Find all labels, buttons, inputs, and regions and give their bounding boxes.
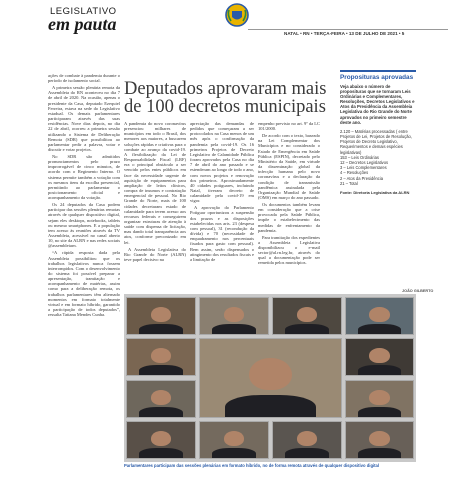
- video-tile: [199, 421, 269, 459]
- video-tile: [345, 380, 414, 418]
- list-item: 12 – Decretos Legislativos: [340, 159, 389, 165]
- video-tile-main: [199, 338, 342, 418]
- video-tile: [126, 297, 196, 335]
- video-tile: [126, 421, 196, 459]
- paragraph: A aprovação do Parlamento Potiguar oportunizou a suspensão dos prazos e as disposições estabelecidas nos arts. 23 (despesa com pessoal), 31 (recondução da dívida) e 70 (necessidade de enquadramento nos percentuais fixados para gasto com pessoal). Bem assim, serão dispensados o atingimento dos resultados fiscais e a limitação de: [190, 205, 254, 262]
- sidebar-title: Proposituras aprovadas: [340, 74, 414, 81]
- paragraph: Para tramitação dos expedientes a Assembleia Legislativa disponibilizou o e-mail sector@al.rn.leg.br, através do qual a documentação pode ser remetida pelos municípios.: [258, 234, 320, 266]
- page-header: [0, 0, 452, 40]
- list-item: 2.120 – Matérias processadas ( entre Projetos de Lei, Projetos de Resolução, Projetos de Decreto Legislativo, Requerimentos e demais espécies legislativas): [340, 128, 412, 155]
- paragraph: A Assembleia Legislativa do Rio Grande do Norte (ALRN) teve papel decisivo na: [124, 246, 186, 262]
- section-label-script: em pauta: [48, 14, 117, 34]
- video-tile: [199, 297, 269, 335]
- paragraph: ações de combate à pandemia durante o período de isolamento social.: [48, 73, 120, 84]
- list-item: 2 – Atos da Presidência: [340, 175, 384, 181]
- photo-caption: Parlamentares participam das sessões plenárias em formato híbrido, no de forma remota através de qualquer dispositivo digital: [124, 463, 380, 468]
- header-rule: [248, 29, 448, 30]
- paragraph: Os documentos também levam em consideração que a crise provocada pela Saúde Pública, impõe o estabelecimento das medidas de enfrentamento da pandemia.: [258, 201, 320, 233]
- session-photo: [124, 294, 416, 462]
- list-item: 4 – Resoluções: [340, 170, 369, 176]
- paragraph: A pandemia do novo coronavírus presenciou milhares de municípios em todo o Brasil, dos menores aos maiores, a buscarem soluções rápidas e criativas para o combate ao avanço da covid-19. A flexibilização da Lei de Responsabilidade Fiscal (LRF) era o principal obstáculo a ser vencido pelos entes públicos em face da necessidade urgente de aquisição de equipamentos para ampliação de leitos clínicos, compra de insumos e contratação emergencial de pessoal. No Rio Grande do Norte, mais de 100 cidades decretaram estado de calamidade para terem acesso aos recursos federais e conseguirem organizar estruturas de atenção à saúde com dispensa de licitação, mas dando total transparência aos atos, conforme preconizado em lei.: [124, 121, 186, 245]
- dateline: NATAL • RN • TERÇA-FEIRA • 13 DE JULHO DE 2021 • 5: [284, 31, 405, 36]
- video-tile: [272, 297, 342, 335]
- column-left: [48, 73, 120, 319]
- section-label: LEGISLATIVO: [50, 6, 117, 17]
- paragraph: “A rápida resposta dada pela Assembleia possibilitou que os trabalhos legislativos nunca fossem interrompidos. Com o desenvolvimento do sistema foi possível preparar a apresentação, tramitação e acompanhamento de matérias, assim como para a deliberação remota, os trabalhos parlamentares têm alternado momentos em formato totalmente virtual e em formato híbrido, garantido a participação de todos deputados”, ressalta Tatiana Mendes Cunha.: [48, 250, 120, 318]
- list-item: 153 – Leis Ordinárias: [340, 154, 379, 160]
- article-column-2: [190, 121, 254, 264]
- sidebar-source: Fonte: Diretoria Legislativa da ALRN: [340, 189, 410, 195]
- paragraph: empenho previsto no art. 9º da LC 101/2000.: [258, 121, 320, 132]
- paragraph: De acordo com o texto, baseado na Lei Complementar dos Municípios e no considerado o Estado de Emergência em Saúde Pública (ESPIN), decretado pelo Ministério da Saúde, em virtude da disseminação global da infecção humana pelo novo coronavírus e a declaração da condição de transmissão pandêmica assinalada pela Organização Mundial de Saúde (OMS) em março do ano passado.: [258, 133, 320, 200]
- article-column-1: [124, 121, 186, 264]
- list-item: 3 – Leis Complementares: [340, 165, 387, 171]
- video-tile: [272, 421, 342, 459]
- list-item: 21 – Total: [340, 180, 358, 186]
- video-tile: [126, 380, 196, 418]
- paragraph: A primeira sessão plenária remota da Assembleia do RN aconteceu no dia 7 de abril de 2020. Na ocasião, apenas o presidente da Casa, deputado Ezequiel Ferreira, estava na sede do Legislativo estadual. Os demais parlamentares participaram através das suas residências. Nove dias depois, no dia 22 de abril, ocorreu a primeira sessão utilizando o Sistema de Deliberação Remota (SDR) que possibilitou ao parlamentar pedir a palavra, votar e discutir e votar projetos.: [48, 85, 120, 152]
- video-tile: [345, 421, 414, 459]
- video-tile: [345, 297, 414, 335]
- sidebar-intro: Veja abaixo o número de proposituras que se tornaram Leis Ordinárias e Complementares, Resoluções, Decretos Legislativos e Atos da Presidência da Assembleia Legislativa do Rio Grande do Norte aprovados no primeiro semestre deste ano.: [340, 84, 415, 125]
- sidebar-rule: [340, 70, 416, 72]
- paragraph: apreciação das demandas de pedidos que começaram a ser protocolados na Casa menos de um mês após o confirmação da pandemia pela covid-19. Os 16 primeiros Projetos de Decreto Legislativo de Calamidade Pública foram aprovados pela Casa no dia 7 de abril do ano passado e se estenderam ao longo de todo o ano, com novos projetos e renovação dos primeiros. Aproximadamente 40 cidades potiguares, incluindo Natal, tiveram decreto de calamidade pela covid-19 em vigor.: [190, 121, 254, 204]
- coat-of-arms-icon: [224, 2, 250, 28]
- sidebar-list: [340, 129, 416, 186]
- sidebar-box: [340, 70, 416, 195]
- photo-credit: JOÃO GILBERTO: [402, 289, 434, 293]
- video-tile: [126, 338, 196, 376]
- paragraph: No SDR são admitidos pronunciamentos pelo prazo improrrogável de cinco minutos, de acordo com o Regimento Interno. O sistema permite também a votação com os mesmos itens da escolha presencial, permitindo ao parlamentar o posicionamento oficial e acompanhamento da votação.: [48, 153, 120, 201]
- paragraph: Os 24 deputados da Casa podem participar das sessões plenárias remotas através de qualquer dispositivo digital, sejam eles desktops, notebooks, tablets ou mesmo smartphones. E a população tem acesso às reuniões através da TV Assembleia, acessível no canal aberto 10, no site da ALRN e nas redes sociais @assembleiarn.: [48, 202, 120, 249]
- video-tile: [345, 338, 414, 376]
- article-headline: Deputados aprovaram mais de 100 decretos municipais: [124, 79, 327, 117]
- article-column-3: [258, 121, 320, 267]
